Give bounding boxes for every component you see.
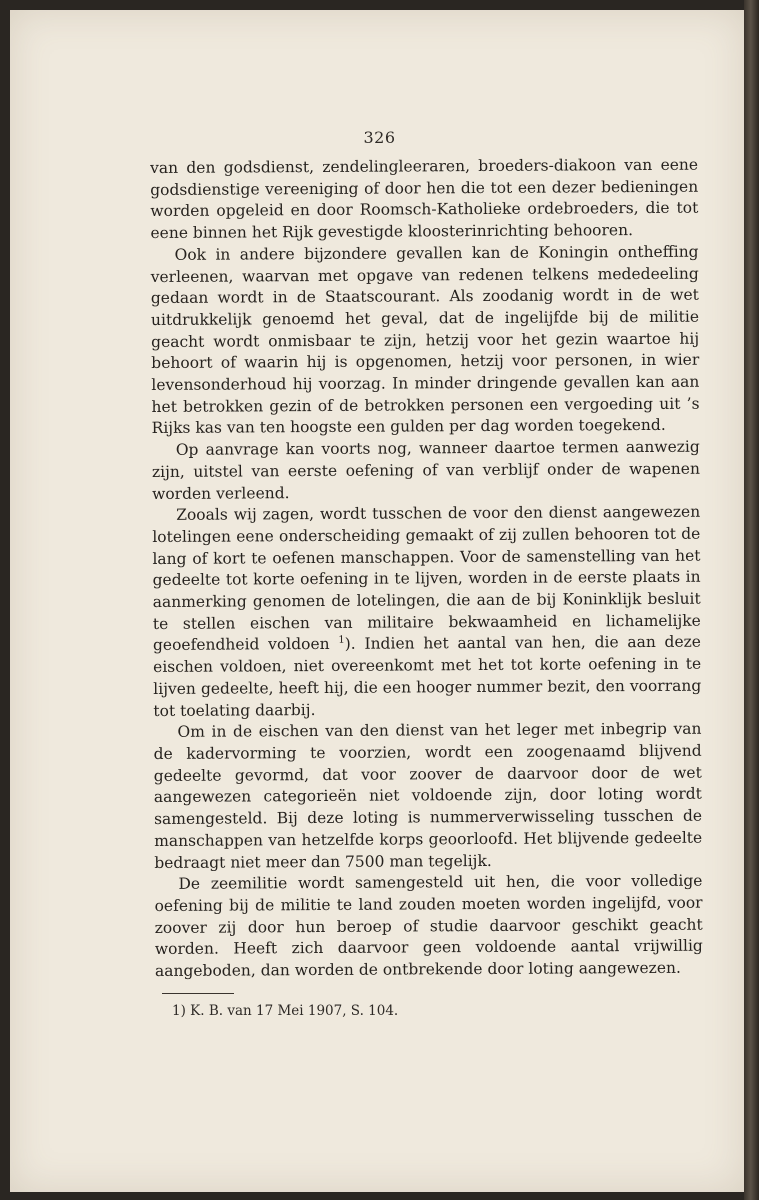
footnote-divider (162, 993, 234, 994)
paragraph-text: Om in de eischen van den dienst van het leger met inbegrip van de kadervorming te voorzien, wordt een zoogenaamd blijvend gedeelte gevormd, dat voor zoover de daarvoor door de wet aangewezen categorieën niet voldoende zijn, door loting wordt samengesteld. Bij deze loting is nummerverwisseling tusschen de manschappen van hetzelfde korps geoorloofd. Het blijvende gedeelte bedraagt niet meer dan 7500 man tegelijk. (153, 719, 703, 872)
paragraph-text: Op aanvrage kan voorts nog, wanneer daartoe termen aanwezig zijn, uitstel van eerste oefening of van verblijf onder de wapenen worden verleend. (151, 437, 700, 503)
paragraph-3 (152, 437, 700, 505)
page-binding-edge (744, 0, 759, 1200)
paragraph-5 (153, 719, 702, 874)
paragraph-text: De zeemilitie wordt samengesteld uit hen, die voor volledige oefening bij de militie te land zouden moeten worden ingelijfd, voor zoover zij door hun beroep of studie daarvoor geschikt geacht worden. Heeft zich daarvoor geen voldoende aantal vrijwillig aangeboden, dan worden de ontbrekende door loting aangewezen. (154, 871, 703, 981)
footnote-reference: 1 (338, 635, 345, 647)
body-text (150, 155, 703, 983)
page-number: 326 (363, 128, 396, 147)
paragraph-6 (154, 871, 703, 983)
footnote: 1) K. B. van 17 Mei 1907, S. 104. (172, 1003, 399, 1019)
paragraph-text: van den godsdienst, zendelingleeraren, broeders-diakoon van eene godsdienstige vereeniging of door hen die tot een dezer bedieningen worden opgeleid en door Roomsch-Katholieke ordebroeders, die tot eene binnen het Rijk gevestigde kloosterinrichting behooren. (150, 155, 699, 243)
paragraph-1 (150, 155, 699, 245)
paragraph-2 (151, 241, 700, 440)
paragraph-4 (152, 502, 701, 722)
paragraph-text: Zooals wij zagen, wordt tusschen de voor den dienst aangewezen lotelingen eene onderscheiding gemaakt of zij zullen behooren tot de lang of kort te oefenen manschappen. Voor de samenstelling van het gedeelte tot korte oefening in te lijven, worden in de eerste plaats in aanmerking genomen de lotelingen, die aan de bij Koninklijk besluit te stellen eischen van militaire bekwaamheid en lichamelijke geoefendheid voldoen (152, 502, 701, 655)
paragraph-text: Ook in andere bijzondere gevallen kan de Koningin ontheffing verleenen, waarvan met opgave van redenen telkens mededeeling gedaan wordt in de Staatscourant. Als zoodanig wordt in de wet uitdrukkelijk genoemd het geval, dat de ingelijfde bij de militie geacht wordt onmisbaar te zijn, hetzij voor het gezin waartoe hij behoort of waarin hij is opgenomen, hetzij voor personen, in wier levensonderhoud hij voorzag. In minder dringende gevallen kan aan het betrokken gezin of de betrokken personen een vergoeding uit ’s Rijks kas van ten hoogste een gulden per dag worden toegekend. (150, 242, 700, 438)
paragraph-text-continued: ). Indien het aantal van hen, die aan deze eischen voldoen, niet overeenkomt met het tot korte oefening in te lijven gedeelte, heeft hij, die een hooger nummer bezit, den voorrang tot toelating daarbij. (153, 633, 702, 720)
